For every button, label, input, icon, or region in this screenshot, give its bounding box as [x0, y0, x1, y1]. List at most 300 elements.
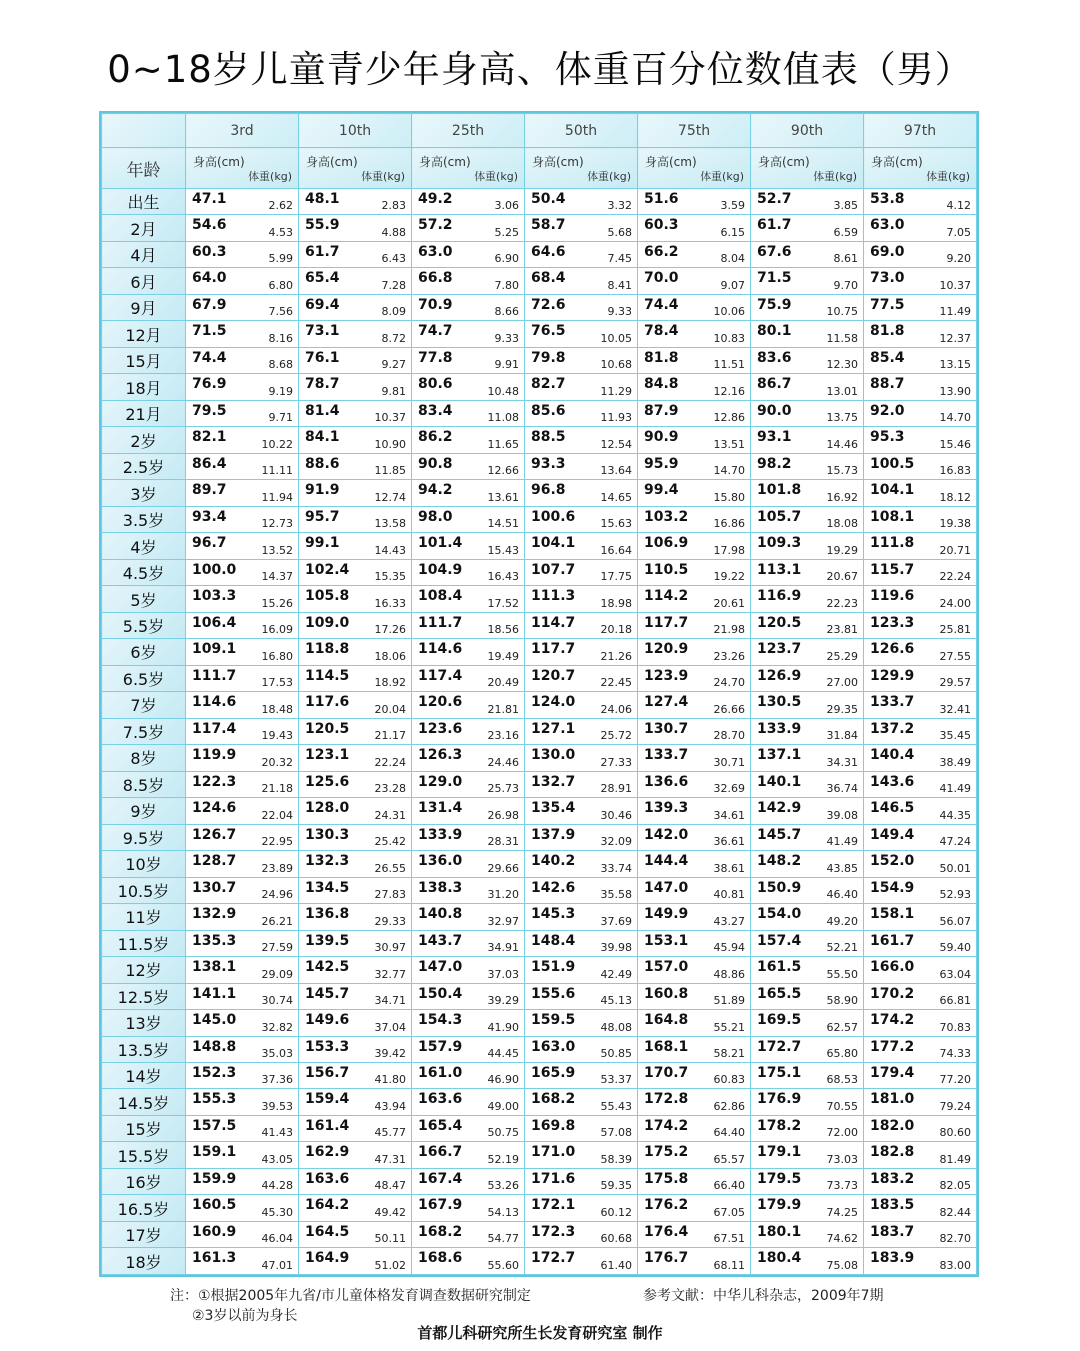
weight-value: 9.20	[946, 252, 971, 266]
value-cell	[751, 1115, 864, 1141]
height-value: 149.9	[644, 906, 689, 923]
height-value: 53.8	[870, 191, 905, 207]
height-value: 85.6	[531, 402, 566, 419]
value-cell	[186, 1248, 299, 1275]
height-value: 165.5	[757, 985, 802, 1002]
height-value: 80.1	[757, 323, 792, 340]
weight-value: 15.80	[713, 490, 745, 504]
value-cell	[299, 1168, 412, 1194]
weight-value: 27.59	[261, 941, 293, 955]
value-cell	[299, 1142, 412, 1168]
height-value: 137.1	[757, 747, 802, 764]
weight-value: 18.06	[374, 649, 406, 663]
weight-value: 8.72	[381, 331, 406, 345]
height-value: 136.8	[305, 906, 350, 923]
weight-value: 9.27	[381, 358, 406, 372]
height-value: 141.1	[192, 985, 237, 1002]
value-cell	[299, 427, 412, 453]
weight-value: 51.02	[374, 1259, 406, 1272]
value-cell	[638, 639, 751, 665]
weight-value: 10.90	[374, 437, 406, 451]
weight-value: 16.83	[939, 464, 971, 478]
value-cell	[864, 612, 977, 638]
weight-value: 34.91	[487, 941, 519, 955]
height-value: 126.3	[418, 747, 463, 764]
value-cell	[299, 692, 412, 718]
height-value: 164.5	[305, 1223, 350, 1240]
weight-value: 60.68	[600, 1232, 632, 1246]
value-cell	[525, 1062, 638, 1088]
table-row	[102, 480, 977, 506]
value-cell	[751, 1248, 864, 1275]
value-cell	[412, 1089, 525, 1115]
height-value: 114.6	[418, 641, 463, 658]
value-cell	[412, 453, 525, 479]
height-value: 117.4	[192, 720, 237, 737]
height-value: 126.7	[192, 826, 237, 843]
height-value: 133.9	[418, 826, 463, 843]
table-row	[102, 1221, 977, 1247]
height-value: 57.2	[418, 217, 453, 234]
weight-value: 11.85	[374, 464, 406, 478]
value-cell	[412, 321, 525, 347]
height-value: 148.4	[531, 932, 576, 949]
height-value: 61.7	[305, 243, 340, 260]
weight-value: 11.49	[939, 305, 971, 319]
value-cell	[186, 1142, 299, 1168]
weight-value: 73.03	[826, 1152, 858, 1166]
height-value: 136.0	[418, 853, 463, 870]
weight-value: 4.12	[946, 199, 971, 213]
reference-note: 参考文献：中华儿科杂志，2009年7期	[643, 1288, 884, 1304]
weight-value: 15.35	[374, 570, 406, 584]
height-value: 168.1	[644, 1038, 689, 1055]
percentile-header-97th: 97th	[864, 114, 977, 148]
value-cell	[299, 1115, 412, 1141]
weight-value: 7.56	[268, 305, 293, 319]
height-value: 123.3	[870, 614, 915, 631]
value-cell	[299, 957, 412, 983]
height-value: 166.7	[418, 1144, 463, 1161]
weight-value: 11.51	[713, 358, 745, 372]
height-value: 161.3	[192, 1250, 237, 1267]
weight-value: 74.25	[826, 1205, 858, 1219]
weight-value: 30.97	[374, 941, 406, 955]
value-cell	[864, 586, 977, 612]
value-cell	[299, 586, 412, 612]
weight-value: 14.51	[487, 517, 519, 531]
weight-value: 46.40	[826, 888, 858, 902]
height-value: 73.1	[305, 323, 340, 340]
weight-value: 53.26	[487, 1179, 519, 1193]
weight-value: 16.33	[374, 596, 406, 610]
height-value: 85.4	[870, 349, 905, 366]
value-cell	[412, 1221, 525, 1247]
weight-value: 36.74	[826, 782, 858, 796]
weight-value: 49.20	[826, 914, 858, 928]
weight-value: 55.50	[826, 967, 858, 981]
weight-value: 4.53	[268, 225, 293, 239]
weight-value: 39.53	[261, 1099, 293, 1113]
weight-value: 13.61	[487, 490, 519, 504]
height-value: 95.7	[305, 508, 340, 525]
height-value: 176.2	[644, 1197, 689, 1214]
weight-value: 75.08	[826, 1259, 858, 1272]
weight-value: 26.66	[713, 702, 745, 716]
value-cell	[751, 930, 864, 956]
weight-value: 19.38	[939, 517, 971, 531]
age-cell: 16岁	[102, 1168, 186, 1194]
height-value: 127.4	[644, 694, 689, 711]
age-cell: 5.5岁	[102, 612, 186, 638]
value-cell	[864, 877, 977, 903]
weight-value: 50.01	[939, 861, 971, 875]
value-cell	[186, 851, 299, 877]
height-value: 159.9	[192, 1170, 237, 1187]
value-cell	[751, 851, 864, 877]
value-cell	[412, 612, 525, 638]
height-value: 52.7	[757, 191, 792, 207]
value-cell	[412, 559, 525, 585]
weight-value: 23.26	[713, 649, 745, 663]
value-cell	[299, 347, 412, 373]
weight-value: 45.30	[261, 1205, 293, 1219]
height-value: 114.5	[305, 667, 350, 684]
value-cell	[525, 347, 638, 373]
height-value: 81.4	[305, 402, 340, 419]
value-cell	[186, 480, 299, 506]
weight-value: 37.03	[487, 967, 519, 981]
table-row	[102, 745, 977, 771]
footnote-2: ②3岁以前为身长	[192, 1308, 298, 1324]
height-value: 98.0	[418, 508, 453, 525]
measure-header-row	[102, 148, 977, 189]
height-value: 163.0	[531, 1038, 576, 1055]
height-value: 98.2	[757, 455, 792, 472]
weight-value: 39.42	[374, 1046, 406, 1060]
value-cell	[299, 983, 412, 1009]
value-cell	[412, 1248, 525, 1275]
weight-value: 24.46	[487, 755, 519, 769]
height-value: 140.4	[870, 747, 915, 764]
weight-value: 15.73	[826, 464, 858, 478]
height-value: 104.1	[531, 535, 576, 552]
weight-value: 68.11	[713, 1259, 745, 1272]
height-value: 161.5	[757, 959, 802, 976]
height-value: 176.9	[757, 1091, 802, 1108]
value-cell	[638, 480, 751, 506]
table-row	[102, 798, 977, 824]
value-cell	[751, 1089, 864, 1115]
height-value: 74.4	[192, 349, 227, 366]
height-value: 120.7	[531, 667, 576, 684]
measure-header-cell	[186, 148, 299, 189]
height-value: 135.3	[192, 932, 237, 949]
weight-value: 10.75	[826, 305, 858, 319]
value-cell	[525, 718, 638, 744]
height-value: 120.6	[418, 694, 463, 711]
height-value: 94.2	[418, 482, 453, 499]
percentile-table	[101, 113, 977, 1275]
weight-value: 27.33	[600, 755, 632, 769]
weight-value: 46.04	[261, 1232, 293, 1246]
weight-value: 2.83	[381, 199, 406, 213]
height-value: 175.2	[644, 1144, 689, 1161]
height-value: 168.6	[418, 1250, 463, 1267]
height-value: 137.9	[531, 826, 576, 843]
height-value: 148.2	[757, 853, 802, 870]
weight-value: 18.12	[939, 490, 971, 504]
value-cell	[864, 1168, 977, 1194]
height-value: 169.5	[757, 1012, 802, 1029]
weight-value: 64.40	[713, 1126, 745, 1140]
age-cell: 8岁	[102, 745, 186, 771]
height-value: 147.0	[418, 959, 463, 976]
weight-value: 13.64	[600, 464, 632, 478]
value-cell	[412, 692, 525, 718]
weight-value: 11.94	[261, 490, 293, 504]
height-value: 109.1	[192, 641, 237, 658]
height-value: 86.7	[757, 376, 792, 393]
value-cell	[864, 824, 977, 850]
value-cell	[864, 268, 977, 294]
weight-value: 20.61	[713, 596, 745, 610]
height-value: 99.4	[644, 482, 679, 499]
table-row	[102, 665, 977, 691]
value-cell	[864, 771, 977, 797]
value-cell	[299, 1010, 412, 1036]
table-row	[102, 771, 977, 797]
value-cell	[186, 930, 299, 956]
height-value: 60.3	[644, 217, 679, 234]
weight-value: 22.24	[374, 755, 406, 769]
weight-value: 70.83	[939, 1020, 971, 1034]
value-cell	[864, 930, 977, 956]
maker-credit: 首都儿科研究所生长发育研究室 制作	[417, 1324, 663, 1342]
value-cell	[638, 877, 751, 903]
height-value: 91.9	[305, 482, 340, 499]
age-cell: 2岁	[102, 427, 186, 453]
weight-value: 25.81	[939, 623, 971, 637]
height-value: 111.7	[192, 667, 237, 684]
height-value: 179.4	[870, 1064, 915, 1081]
height-value: 108.1	[870, 508, 915, 525]
value-cell	[638, 692, 751, 718]
height-value: 166.0	[870, 959, 915, 976]
weight-value: 52.19	[487, 1152, 519, 1166]
age-cell: 8.5岁	[102, 771, 186, 797]
weight-value: 52.93	[939, 888, 971, 902]
value-cell	[751, 480, 864, 506]
height-value: 106.9	[644, 535, 689, 552]
height-value: 48.1	[305, 191, 340, 207]
value-cell	[638, 586, 751, 612]
weight-value: 77.20	[939, 1073, 971, 1087]
weight-value: 22.45	[600, 676, 632, 690]
value-cell	[638, 374, 751, 400]
height-value: 158.1	[870, 906, 915, 923]
weight-label: 体重(kg)	[474, 170, 518, 183]
value-cell	[186, 877, 299, 903]
value-cell	[638, 215, 751, 241]
weight-value: 29.09	[261, 967, 293, 981]
height-value: 117.7	[644, 614, 689, 631]
height-value: 132.9	[192, 906, 237, 923]
height-value: 157.4	[757, 932, 802, 949]
measure-header-cell	[525, 148, 638, 189]
weight-value: 43.27	[713, 914, 745, 928]
weight-value: 6.59	[833, 225, 858, 239]
weight-value: 19.49	[487, 649, 519, 663]
weight-value: 16.92	[826, 490, 858, 504]
value-cell	[751, 347, 864, 373]
value-cell	[299, 374, 412, 400]
weight-value: 18.98	[600, 596, 632, 610]
weight-value: 3.32	[607, 199, 632, 213]
percentile-header-10th: 10th	[299, 114, 412, 148]
value-cell	[525, 957, 638, 983]
height-value: 145.7	[305, 985, 350, 1002]
height-value: 79.8	[531, 349, 566, 366]
weight-value: 49.42	[374, 1205, 406, 1219]
percentile-header-50th: 50th	[525, 114, 638, 148]
value-cell	[299, 294, 412, 320]
table-row	[102, 639, 977, 665]
value-cell	[864, 559, 977, 585]
weight-value: 32.09	[600, 835, 632, 849]
value-cell	[299, 321, 412, 347]
value-cell	[299, 189, 412, 215]
value-cell	[299, 877, 412, 903]
measure-header-cell	[412, 148, 525, 189]
height-value: 123.7	[757, 641, 802, 658]
height-value: 51.6	[644, 191, 679, 207]
weight-value: 39.29	[487, 994, 519, 1008]
weight-value: 70.55	[826, 1099, 858, 1113]
height-value: 132.3	[305, 853, 350, 870]
height-value: 138.1	[192, 959, 237, 976]
table-row	[102, 851, 977, 877]
value-cell	[186, 771, 299, 797]
weight-value: 37.36	[261, 1073, 293, 1087]
height-value: 123.9	[644, 667, 689, 684]
weight-value: 43.05	[261, 1152, 293, 1166]
weight-value: 18.92	[374, 676, 406, 690]
table-row	[102, 1142, 977, 1168]
height-value: 109.3	[757, 535, 802, 552]
weight-value: 16.64	[600, 543, 632, 557]
value-cell	[299, 1062, 412, 1088]
height-value: 123.6	[418, 720, 463, 737]
height-value: 183.5	[870, 1197, 915, 1214]
value-cell	[751, 957, 864, 983]
weight-value: 30.74	[261, 994, 293, 1008]
weight-value: 3.06	[494, 199, 519, 213]
weight-value: 37.69	[600, 914, 632, 928]
height-value: 180.4	[757, 1250, 802, 1267]
weight-value: 22.95	[261, 835, 293, 849]
weight-value: 16.09	[261, 623, 293, 637]
age-cell: 3.5岁	[102, 506, 186, 532]
percentile-header-row	[102, 114, 977, 148]
value-cell	[864, 506, 977, 532]
height-value: 83.6	[757, 349, 792, 366]
height-value: 159.4	[305, 1091, 350, 1108]
value-cell	[186, 268, 299, 294]
height-value: 134.5	[305, 879, 350, 896]
height-value: 153.3	[305, 1038, 350, 1055]
height-value: 88.7	[870, 376, 905, 393]
weight-value: 54.77	[487, 1232, 519, 1246]
value-cell	[864, 983, 977, 1009]
age-cell: 2.5岁	[102, 453, 186, 479]
height-value: 135.4	[531, 800, 576, 817]
value-cell	[751, 1036, 864, 1062]
weight-value: 29.57	[939, 676, 971, 690]
weight-value: 30.46	[600, 808, 632, 822]
value-cell	[751, 453, 864, 479]
height-value: 120.5	[305, 720, 350, 737]
weight-value: 20.32	[261, 755, 293, 769]
height-value: 75.9	[757, 296, 792, 313]
weight-value: 47.01	[261, 1259, 293, 1272]
value-cell	[638, 559, 751, 585]
table-row	[102, 1062, 977, 1088]
weight-value: 49.00	[487, 1099, 519, 1113]
height-value: 122.3	[192, 773, 237, 790]
height-value: 103.3	[192, 588, 237, 605]
weight-value: 21.98	[713, 623, 745, 637]
height-value: 95.3	[870, 429, 905, 446]
value-cell	[299, 1036, 412, 1062]
weight-value: 37.04	[374, 1020, 406, 1034]
value-cell	[412, 427, 525, 453]
weight-value: 14.65	[600, 490, 632, 504]
value-cell	[525, 771, 638, 797]
table-row	[102, 718, 977, 744]
value-cell	[186, 904, 299, 930]
weight-value: 17.75	[600, 570, 632, 584]
height-value: 66.8	[418, 270, 453, 287]
weight-value: 20.71	[939, 543, 971, 557]
value-cell	[299, 665, 412, 691]
height-value: 160.8	[644, 985, 689, 1002]
value-cell	[751, 215, 864, 241]
height-value: 86.4	[192, 455, 227, 472]
table-row	[102, 1089, 977, 1115]
value-cell	[864, 400, 977, 426]
value-cell	[412, 1168, 525, 1194]
weight-value: 67.05	[713, 1205, 745, 1219]
value-cell	[412, 400, 525, 426]
age-cell: 12岁	[102, 957, 186, 983]
value-cell	[638, 241, 751, 267]
height-value: 70.0	[644, 270, 679, 287]
height-value: 183.2	[870, 1170, 915, 1187]
value-cell	[299, 904, 412, 930]
age-cell: 10岁	[102, 851, 186, 877]
height-value: 55.9	[305, 217, 340, 234]
height-value: 63.0	[870, 217, 905, 234]
height-value: 172.7	[531, 1250, 576, 1267]
table-row	[102, 877, 977, 903]
value-cell	[638, 294, 751, 320]
weight-value: 9.33	[494, 331, 519, 345]
height-value: 179.5	[757, 1170, 802, 1187]
weight-value: 10.06	[713, 305, 745, 319]
value-cell	[638, 983, 751, 1009]
weight-value: 55.21	[713, 1020, 745, 1034]
